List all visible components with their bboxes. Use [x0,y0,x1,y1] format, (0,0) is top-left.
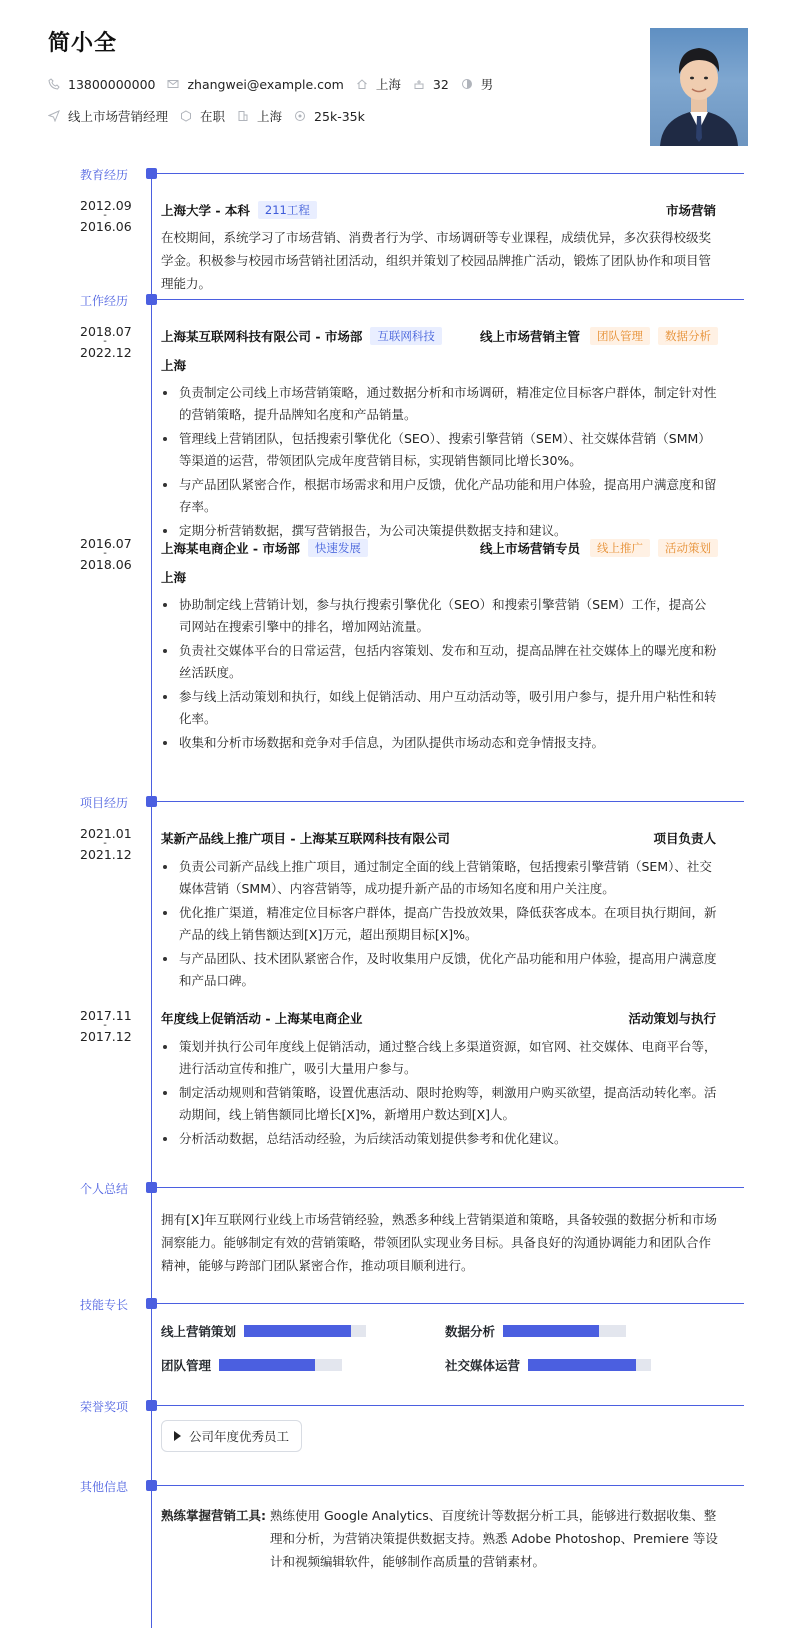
entry-right [480,539,718,557]
skills-section-title: 技能专长 [80,1298,129,1312]
company-name: 上海某电商企业 - 市场部 [161,541,300,556]
work-entry [161,326,718,544]
list-item: 定期分析营销数据，撰写营销报告，为公司决策提供数据支持和建议。 [161,520,718,542]
work-entry [161,538,718,756]
entry-header [161,326,718,346]
company-tag: 互联网科技 [370,327,442,345]
target-city-item [237,107,282,125]
position-item [48,107,168,125]
section-marker [146,1182,157,1193]
project-bullets [161,1036,718,1150]
project-name: 年度线上促销活动 - 上海某电商企业 [161,1011,363,1026]
education-section-title: 教育经历 [80,168,129,182]
list-item: 管理线上营销团队，包括搜索引擎优化（SEO）、搜索引擎营销（SEM）、社交媒体营销（SMM）等渠道的运营，带领团队完成年度营销目标，实现销售额同比增长30%。 [161,428,718,472]
city-text: 上海 [375,77,401,92]
list-item: 与产品团队、技术团队紧密合作，及时收集用户反馈，优化产品功能和用户体验，提高用户满意度和产品口碑。 [161,948,718,992]
skill-bar [503,1325,626,1337]
play-icon [174,1431,181,1441]
other-info [161,1504,718,1573]
gender-icon [461,78,473,90]
status-icon [180,110,192,122]
entry-left [161,829,450,847]
role-tag: 线上推广 [590,539,650,557]
email-item [167,77,343,92]
list-item: 制定活动规则和营销策略，设置优惠活动、限时抢购等，刺激用户购买欲望，提高活动转化率。活动期间，线上销售额同比增长[X]%，新增用户数达到[X]人。 [161,1082,718,1126]
skill-item [161,1356,342,1374]
list-item: 与产品团队紧密合作，根据市场需求和用户反馈，优化产品功能和用户体验，提高用户满意度和留存率。 [161,474,718,518]
entry-left [161,201,317,219]
skill-bar [244,1325,366,1337]
section-marker [146,168,157,179]
job-role: 线上市场营销主管 [479,329,580,344]
home-icon [356,78,368,90]
profile-photo [650,28,748,146]
company-name: 上海某互联网科技有限公司 - 市场部 [161,329,363,344]
start-date: 2017.11 [80,1008,132,1023]
list-item: 分析活动数据，总结活动经验，为后续活动策划提供参考和优化建议。 [161,1128,718,1150]
work-date: 2016.07 - 2018.06 [80,536,132,572]
major: 市场营销 [665,203,716,218]
section-marker [146,796,157,807]
entry-left [161,1009,362,1027]
list-item: 协助制定线上营销计划，参与执行搜索引擎优化（SEO）和搜索引擎营销（SEM）工作，提高公司网站在搜索引擎中的排名，增加网站流量。 [161,594,718,638]
skill-item [161,1322,366,1340]
status-item [180,107,225,125]
project-bullets [161,856,718,992]
salary-item [294,109,365,124]
send-icon [48,110,60,122]
section-marker [146,294,157,305]
list-item: 参与线上活动策划和执行，如线上促销活动、用户互动活动等，吸引用户参与，提升用户粘性和转化率。 [161,686,718,730]
candidate-name: 简小全 [48,31,118,56]
education-description: 在校期间，系统学习了市场营销、消费者行为学、市场调研等专业课程，成绩优异，多次获得校级奖学金。积极参与校园市场营销社团活动，组织并策划了校园品牌推广活动，锻炼了团队协作和项目管理能力。 [161,230,712,291]
skill-bar [528,1359,651,1371]
skill-item [445,1322,626,1340]
skill-name: 社交媒体运营 [445,1358,521,1373]
entry-header [161,538,718,558]
salary-text: 25k-35k [314,108,365,124]
age-text: 32 [432,76,449,92]
work-location: 上海 [161,358,187,373]
project-role: 项目负责人 [653,831,716,846]
list-item: 负责社交媒体平台的日常运营，包括内容策划、发布和互动，提高品牌在社交媒体上的曝光度和粉丝活跃度。 [161,640,718,684]
project-entry [161,828,718,994]
contact-row [48,75,748,93]
section-marker [146,1298,157,1309]
other-key: 熟练掌握营销工具: [161,1508,266,1523]
job-role: 线上市场营销专员 [479,541,580,556]
skills-grid [161,1322,718,1382]
entry-right [628,1009,718,1027]
email-text: zhangwei@example.com [187,76,344,92]
section-marker [146,1400,157,1411]
work-bullets [161,594,718,754]
end-date: 2017.12 [80,1029,132,1044]
entry-header [161,200,718,220]
end-date: 2016.06 [80,219,132,234]
project-date: 2017.11 - 2017.12 [80,1008,132,1044]
skill-fill [244,1325,351,1337]
phone-item [48,77,155,92]
project-date: 2021.01 - 2021.12 [80,826,132,862]
skill-fill [528,1359,636,1371]
skill-name: 线上营销策划 [161,1324,237,1339]
entry-right [653,829,718,847]
list-item: 收集和分析市场数据和竞争对手信息，为团队提供市场动态和竞争情报支持。 [161,732,718,754]
other-section-title: 其他信息 [80,1480,129,1494]
section-divider [157,299,744,300]
project-name: 某新产品线上推广项目 - 上海某互联网科技有限公司 [161,831,450,846]
section-divider [157,1485,744,1486]
section-divider [157,1405,744,1406]
skill-fill [503,1325,599,1337]
section-marker [146,1480,157,1491]
skill-fill [219,1359,315,1371]
skill-bar [219,1359,342,1371]
phone-text: 13800000000 [68,76,156,92]
school-name: 上海大学 - 本科 [161,203,250,218]
list-item: 策划并执行公司年度线上促销活动，通过整合线上多渠道资源，如官网、社交媒体、电商平台等，进行活动宣传和推广，吸引大量用户参与。 [161,1036,718,1080]
skill-item [445,1356,651,1374]
work-location: 上海 [161,570,187,585]
entry-header [161,828,718,848]
coin-icon [294,110,306,122]
phone-icon [48,78,60,90]
company-tag: 快速发展 [308,539,368,557]
gender-item [461,75,494,93]
role-tag: 活动策划 [658,539,718,557]
list-item: 负责公司新产品线上推广项目，通过制定全面的线上营销策略，包括搜索引擎营销（SEM）、社交媒体营销（SMM）、内容营销等，成功提升新产品的市场知名度和用户关注度。 [161,856,718,900]
start-date: 2016.07 [80,536,132,551]
work-section-title: 工作经历 [80,294,129,308]
education-entry [161,200,718,295]
project-role: 活动策划与执行 [628,1011,716,1026]
list-item: 优化推广渠道，精准定位目标客户群体，提高广告投放效果，降低获客成本。在项目执行期间，新产品的线上销售额达到[X]万元，超出预期目标[X]%。 [161,902,718,946]
age-item [413,77,449,92]
start-date: 2012.09 [80,198,132,213]
job-row [48,107,748,125]
entry-right [480,327,718,345]
city-item [356,75,401,93]
award-label: 公司年度优秀员工 [189,1429,290,1444]
awards-section-title: 荣誉奖项 [80,1400,129,1414]
start-date: 2018.07 [80,324,132,339]
end-date: 2018.06 [80,557,132,572]
summary-text: 拥有[X]年互联网行业线上市场营销经验，熟悉多种线上营销渠道和策略，具备较强的数据分析和市场洞察能力。能够制定有效的营销策略，带领团队实现业务目标。具备良好的沟通协调能力和团队合作精神，能够与跨部门团队紧密合作，推动项目顺利进行。 [161,1212,717,1273]
work-bullets [161,382,718,542]
section-divider [157,1187,744,1188]
role-tag: 数据分析 [658,327,718,345]
award-item[interactable] [161,1420,302,1452]
project-entry [161,1008,718,1152]
gender-text: 男 [480,77,494,92]
position-text: 线上市场营销经理 [68,109,169,124]
start-date: 2021.01 [80,826,132,841]
end-date: 2022.12 [80,345,132,360]
section-divider [157,1303,744,1304]
entry-right [666,201,718,219]
skill-name: 团队管理 [161,1358,212,1373]
list-item: 负责制定公司线上市场营销策略，通过数据分析和市场调研，精准定位目标客户群体，制定针对性的营销策略，提升品牌知名度和产品销量。 [161,382,718,426]
projects-section-title: 项目经历 [80,796,129,810]
cake-icon [413,78,425,90]
end-date: 2021.12 [80,847,132,862]
mail-icon [167,78,179,90]
entry-left [161,539,368,557]
entry-header [161,1008,718,1028]
section-divider [157,801,744,802]
status-text: 在职 [200,109,226,124]
work-date: 2018.07 - 2022.12 [80,324,132,360]
school-tag: 211工程 [258,201,317,219]
section-divider [157,173,744,174]
building-icon [237,110,249,122]
skill-name: 数据分析 [445,1324,496,1339]
education-date: 2012.09 - 2016.06 [80,198,132,234]
target-city-text: 上海 [257,109,283,124]
summary-section-title: 个人总结 [80,1182,129,1196]
summary-entry [161,1202,718,1277]
other-value: 熟练使用 Google Analytics、百度统计等数据分析工具，能够进行数据收集、整理和分析，为营销决策提供数据支持。熟悉 Adobe Photoshop、Premiere 等设计和视频编辑软件，能够制作高质量的营销素材。 [270,1508,718,1569]
role-tag: 团队管理 [590,327,650,345]
resume-header [48,26,748,156]
entry-left [161,327,442,345]
